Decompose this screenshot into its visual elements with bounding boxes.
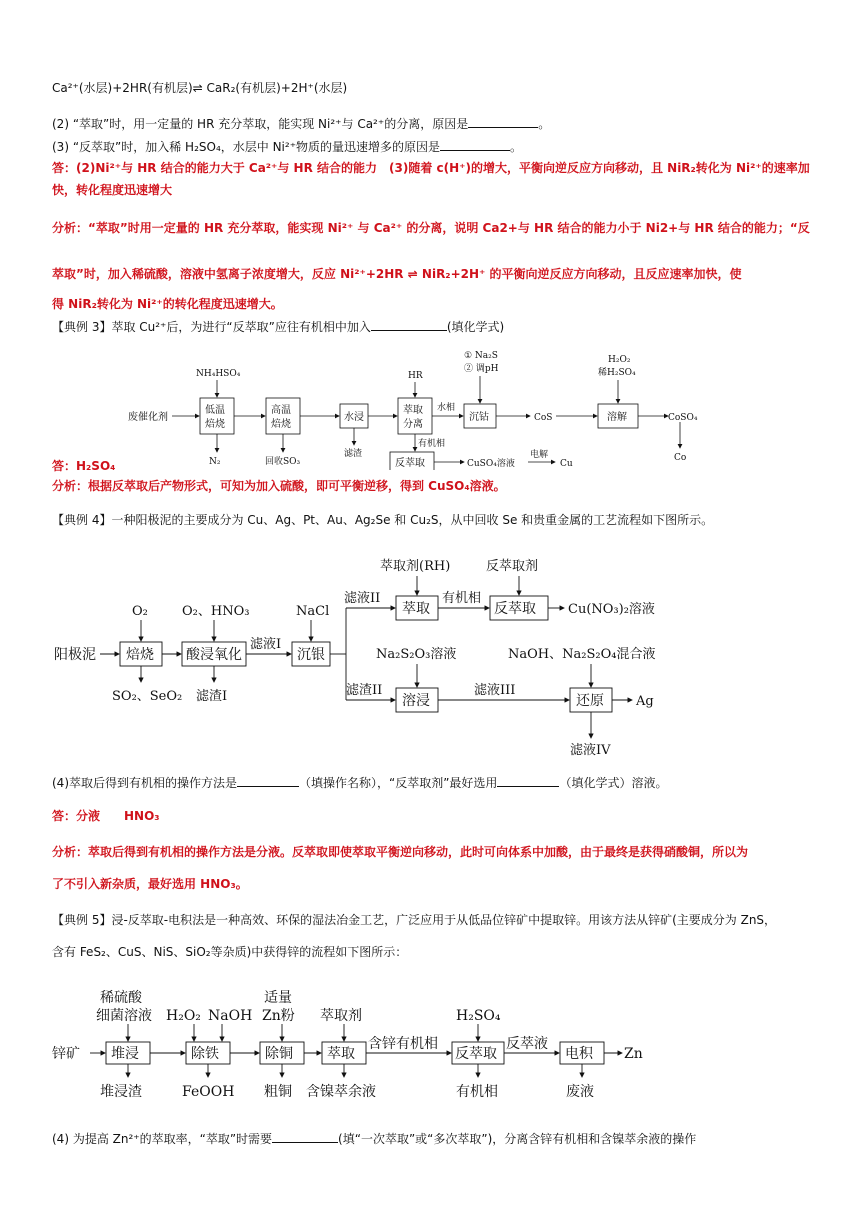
box-remove-cu: 除铜 (265, 1046, 293, 1062)
box-remove-fe: 除铁 (191, 1046, 219, 1062)
label-h2so4: H₂SO₄ (456, 1008, 501, 1024)
label-residue-1: 滤渣I (196, 689, 228, 704)
answer-blank[interactable] (237, 774, 299, 787)
label-so3: 回收SO₃ (265, 457, 301, 467)
label-cos: CoS (534, 413, 553, 423)
question-3: (3) “反萃取”时，加入稀 H₂SO₄，水层中 Ni²⁺物质的量迅速增多的原因是 。 (52, 140, 523, 154)
label-ni-raffinate: 含镍萃余液 (306, 1084, 376, 1100)
label-n2: N₂ (209, 457, 221, 467)
box-extract-2: 分离 (403, 419, 423, 430)
start-label: 废催化剂 (128, 412, 168, 423)
label-nacl: NaCl (296, 604, 330, 619)
label-filtrate-1: 滤液I (250, 637, 282, 652)
label-hr: HR (408, 371, 423, 381)
answer-4: 答：分液 HNO₃ (52, 809, 160, 823)
label-na2s: ① Na₂S (464, 351, 498, 361)
question-4: (4)萃取后得到有机相的操作方法是 （填操作名称），“反萃取剂”最好选用 （填化学式）溶液。 (52, 776, 668, 790)
label-organic-phase: 有机相 (456, 1084, 498, 1100)
label-nh4hso4: NH₄HSO₄ (196, 369, 241, 379)
label-organic-phase: 有机相 (442, 591, 482, 606)
analysis-4-line-1: 分析：萃取后得到有机相的操作方法是分液。反萃取即使萃取平衡逆向移动，此时可向体系中加酸，由于最终是获得硝酸铜，所以为 (52, 845, 749, 859)
label-dilute-acid: 稀硫酸 (100, 990, 142, 1006)
analysis-1-line-1: 分析：“萃取”时用一定量的 HR 充分萃取，能实现 Ni²⁺ 与 Ca²⁺ 的分离，说明 Ca2+与 HR 结合的能力小于 Ni2+与 HR 结合的能力；“反 (52, 221, 810, 235)
answer-1-line-1: 答：(2)Ni²⁺与 HR 结合的能力大于 Ca²⁺与 HR 结合的能力 (3)随着 c(H⁺)的增大，平衡向逆反应方向移动，且 NiR₂转化为 Ni²⁺的速率加 (52, 161, 810, 175)
label-feooh: FeOOH (182, 1084, 235, 1100)
label-na2s2o3: Na₂S₂O₃溶液 (376, 647, 457, 662)
box-high-temp-1: 高温 (271, 405, 291, 416)
label-zn-organic: 含锌有机相 (368, 1036, 438, 1052)
box-precipitate-co: 沉钴 (469, 412, 489, 423)
flowchart-anode-slime (0, 540, 868, 765)
label-co: Co (674, 453, 687, 463)
box-electrowin: 电积 (565, 1046, 593, 1062)
label-coso4: CoSO₄ (668, 413, 698, 423)
box-water-leach: 水浸 (344, 412, 364, 423)
box-back-extract: 反萃取 (494, 601, 536, 617)
box-back-extract: 反萃取 (395, 458, 425, 469)
box-back-extract: 反萃取 (455, 1046, 497, 1062)
label-naoh-mix: NaOH、Na₂S₂O₄混合液 (508, 647, 656, 662)
start-label: 阳极泥 (54, 647, 96, 663)
label-filtrate-3: 滤液III (474, 683, 516, 698)
label-o2-hno3: O₂、HNO₃ (182, 604, 250, 619)
answer-blank[interactable] (272, 1130, 338, 1143)
label-zn-powder: Zn粉 (262, 1008, 295, 1024)
box-precipitate-ag: 沉银 (297, 647, 325, 663)
box-dissolve: 溶解 (607, 412, 627, 423)
answer-1-line-2: 快，转化程度迅速增大 (52, 183, 173, 197)
analysis-1-line-3: 得 NiR₂转化为 Ni²⁺的转化程度迅速增大。 (52, 297, 283, 311)
analysis-1-line-2: 萃取”时，加入稀硫酸，溶液中氢离子浓度增大，反应 Ni²⁺+2HR ⇌ NiR₂+2H⁺ 的平衡向逆反应方向移动，且反应速率加快，使 (52, 267, 742, 281)
label-h2so4: 稀H₂SO₄ (598, 368, 636, 378)
label-cuso4: CuSO₄溶液 (467, 459, 515, 469)
flowchart-catalyst (0, 340, 868, 470)
box-extract-1: 萃取 (403, 405, 423, 416)
label-water-phase: 水相 (437, 403, 456, 413)
box-high-temp-2: 焙烧 (271, 419, 291, 430)
box-extract: 萃取 (327, 1046, 355, 1062)
label-zn: Zn (624, 1046, 643, 1062)
label-h2o2: H₂O₂ (166, 1008, 201, 1024)
label-back-extract-liquid: 反萃液 (506, 1036, 548, 1052)
example-3-title: 【典例 3】萃取 Cu²⁺后，为进行“反萃取”应往有机相中加入 (填化学式) (52, 320, 505, 334)
analysis-3: 分析：根据反萃取后产物形式，可知为加入硫酸，即可平衡逆移，得到 CuSO₄溶液。 (52, 479, 506, 493)
start-label: 锌矿 (52, 1046, 80, 1062)
box-heap-leach: 堆浸 (111, 1046, 139, 1062)
label-moderate: 适量 (264, 990, 292, 1006)
label-electrolysis: 电解 (530, 450, 549, 460)
label-naoh: NaOH (208, 1008, 253, 1024)
box-acid-leach: 酸浸氧化 (186, 647, 242, 663)
example-5-line-2: 含有 FeS₂、CuS、NiS、SiO₂等杂质)中获得锌的流程如下图所示： (52, 945, 408, 959)
label-so2: SO₂、SeO₂ (112, 689, 183, 704)
box-dissolve-leach: 溶浸 (402, 693, 430, 709)
question-2: (2) “萃取”时，用一定量的 HR 充分萃取，能实现 Ni²⁺与 Ca²⁺的分离，原因是 。 (52, 117, 551, 131)
label-o2: O₂ (132, 604, 148, 619)
box-low-temp-1: 低温 (205, 405, 225, 416)
answer-blank[interactable] (371, 318, 447, 331)
label-filtrate-2: 滤液II (344, 591, 381, 606)
label-extractant: 萃取剂 (320, 1008, 362, 1024)
answer-blank[interactable] (440, 138, 510, 151)
answer-blank[interactable] (497, 774, 559, 787)
label-h2o2: H₂O₂ (608, 355, 631, 365)
label-cu: Cu (560, 459, 573, 469)
label-residue: 滤渣 (344, 449, 363, 459)
equilibrium-equation: Ca²⁺(水层)+2HR(有机层)⇌ CaR₂(有机层)+2H⁺(水层) (52, 81, 348, 95)
label-extractant: 萃取剂(RH) (380, 559, 451, 574)
label-back-extractant: 反萃取剂 (486, 559, 539, 574)
box-extract: 萃取 (402, 601, 430, 617)
example-4-title: 【典例 4】一种阳极泥的主要成分为 Cu、Ag、Pt、Au、Ag₂Se 和 Cu₂S，从中回收 Se 和贵重金属的工艺流程如下图所示。 (52, 513, 714, 527)
label-filtrate-4: 滤液IV (570, 743, 611, 758)
label-organic-phase: 有机相 (418, 439, 446, 449)
box-reduce: 还原 (576, 693, 604, 709)
question-5: (4) 为提高 Zn²⁺的萃取率，“萃取”时需要 (填“一次萃取”或“多次萃取”)，分离含锌有机相和含镍萃余液的操作 (52, 1132, 697, 1146)
box-low-temp-2: 焙烧 (205, 419, 225, 430)
label-bacteria: 细菌溶液 (96, 1008, 152, 1024)
label-cu-no3: Cu(NO₃)₂溶液 (568, 602, 655, 617)
label-residue-2: 滤渣II (346, 683, 383, 698)
flowchart-zinc-ore (0, 980, 868, 1105)
label-waste-liquid: 废液 (566, 1084, 594, 1100)
answer-3: 答：H₂SO₄ (52, 459, 116, 473)
box-roast: 焙烧 (126, 647, 154, 663)
label-ph: ② 调pH (464, 364, 499, 374)
label-ag: Ag (636, 694, 654, 709)
label-leach-residue: 堆浸渣 (100, 1084, 142, 1100)
example-5-line-1: 【典例 5】浸-反萃取-电积法是一种高效、环保的湿法冶金工艺，广泛应用于从低品位锌矿中提取锌。用该方法从锌矿(主要成分为 ZnS， (52, 913, 777, 927)
answer-blank[interactable] (468, 115, 538, 128)
label-crude-cu: 粗铜 (264, 1084, 292, 1100)
analysis-4-line-2: 了不引入新杂质，最好选用 HNO₃。 (52, 877, 248, 891)
